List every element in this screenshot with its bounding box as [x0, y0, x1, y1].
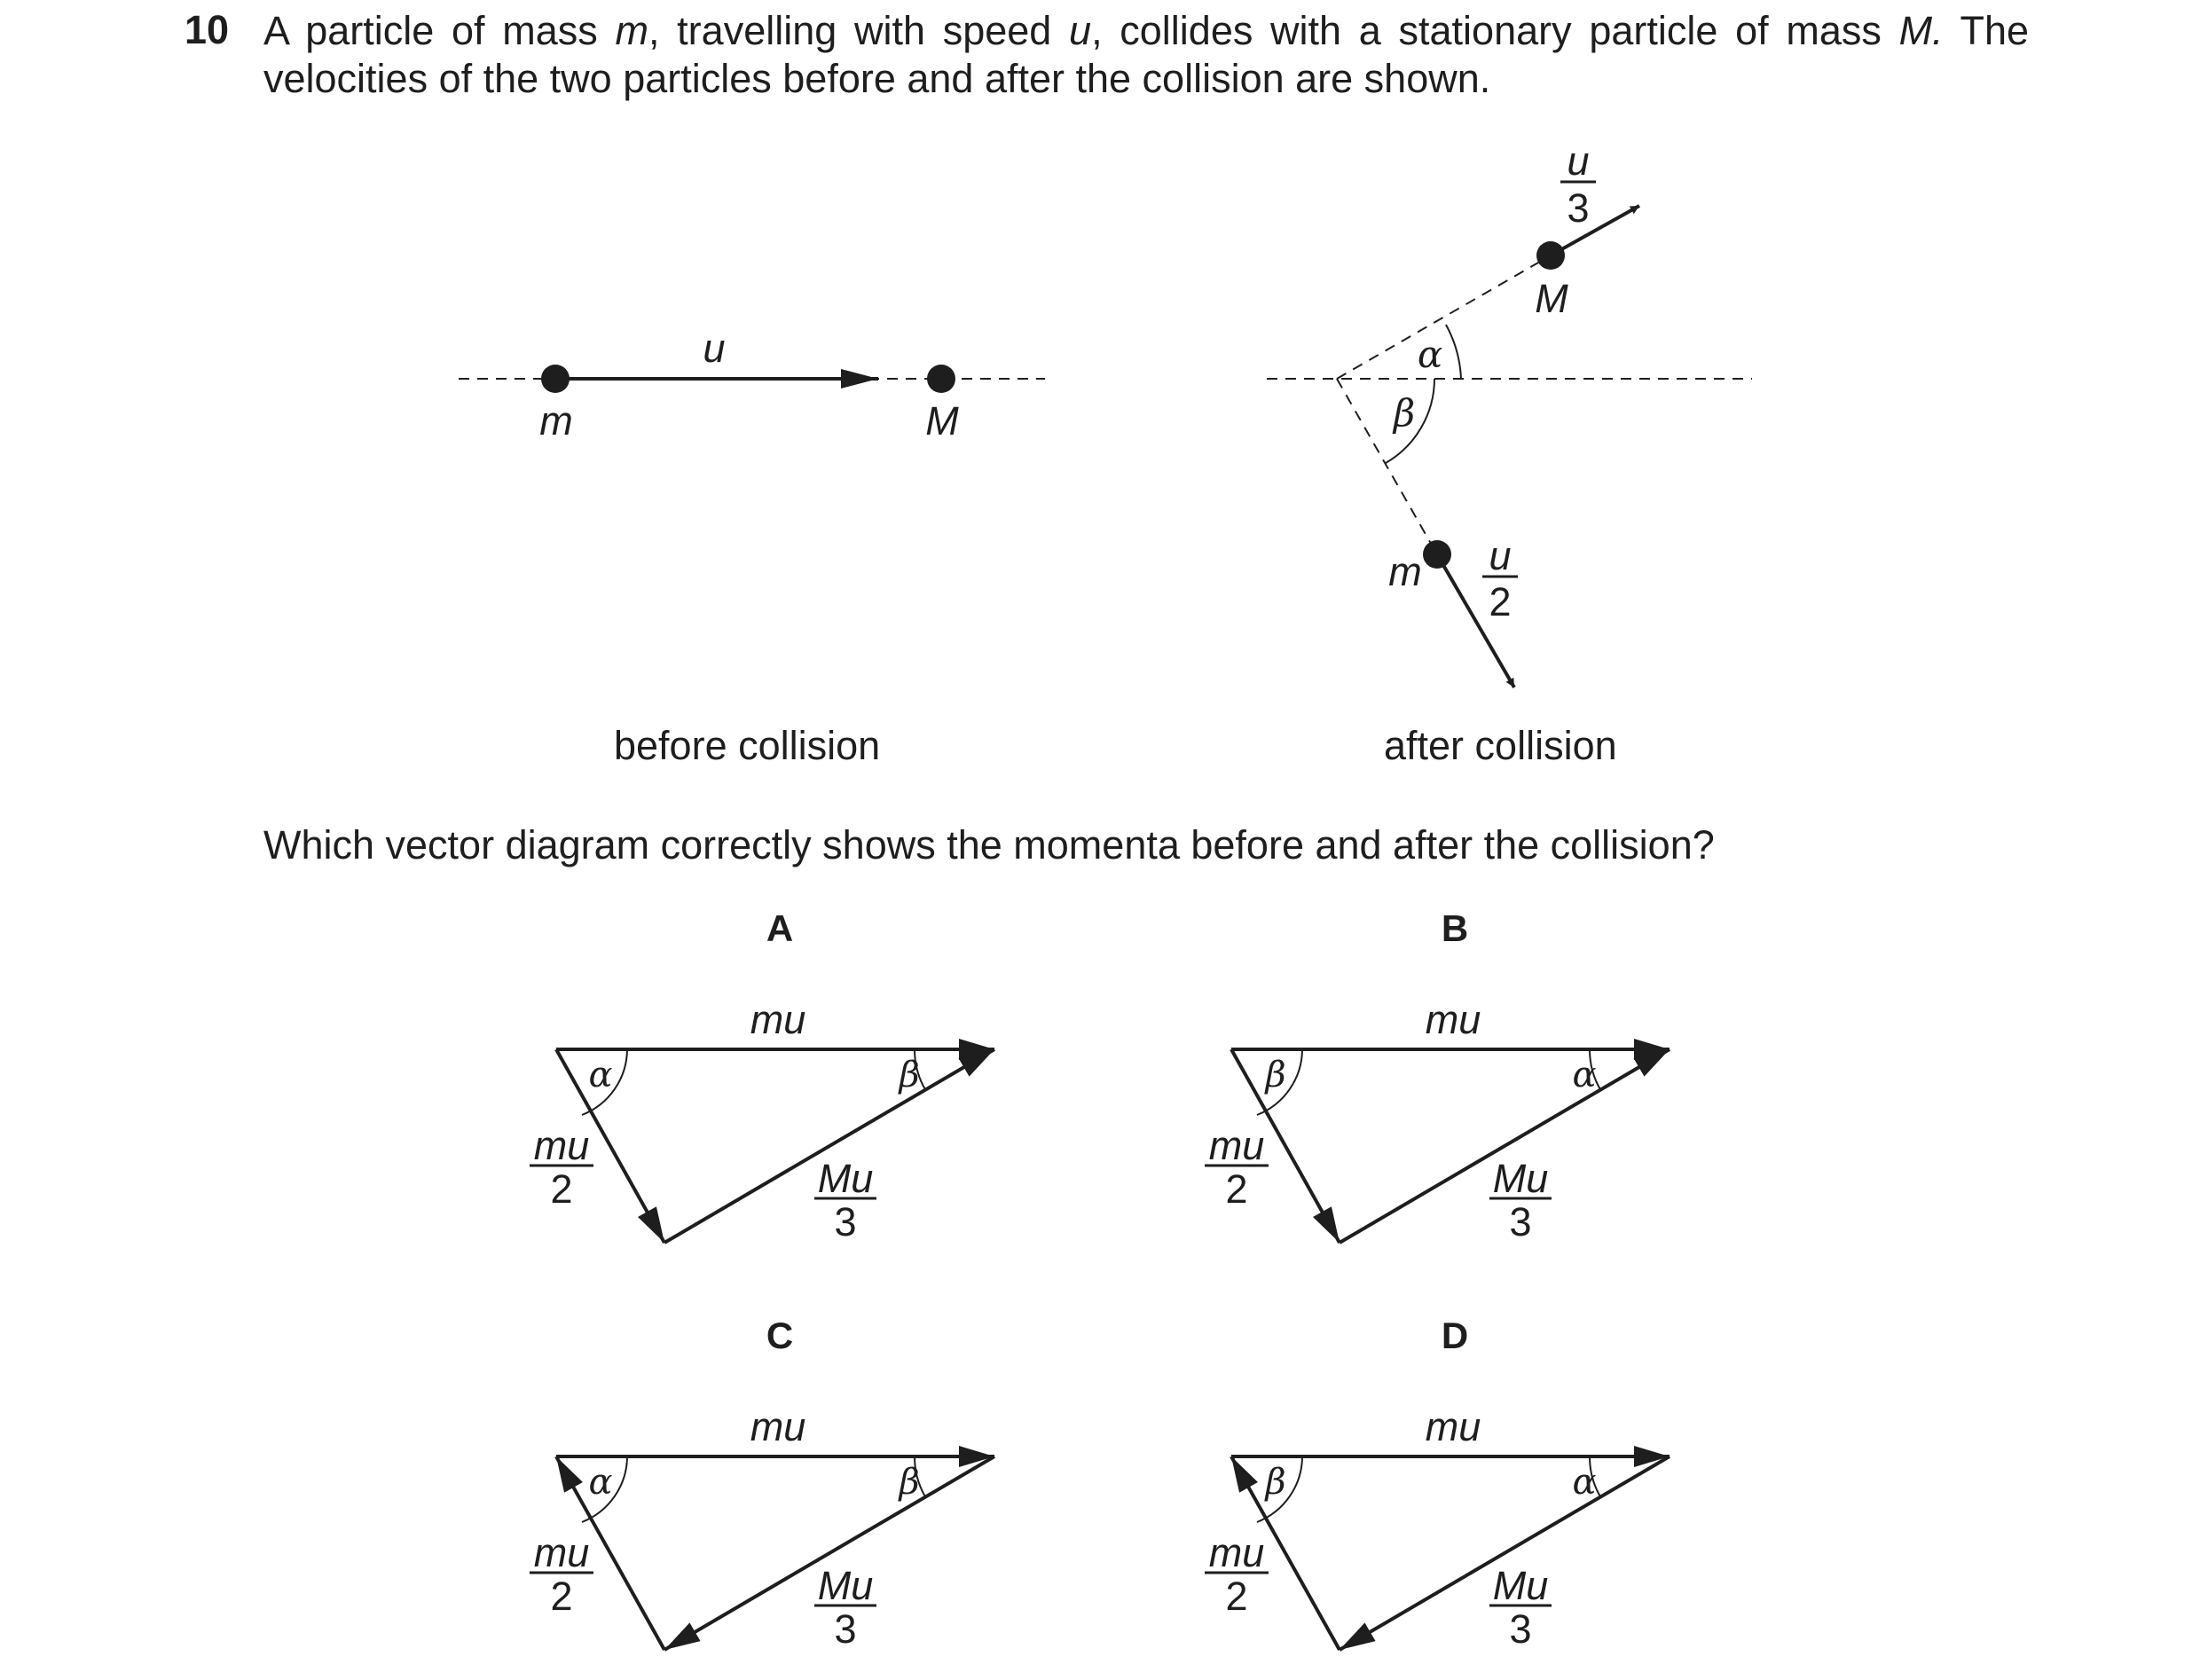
right-angle-label: α [1572, 1462, 1597, 1503]
after-caption: after collision [1384, 723, 1617, 768]
vector-mu-half-arrowhead [1231, 1456, 1258, 1493]
after-m-speed-num: u [1489, 533, 1512, 578]
left-fraction-num: mu [1208, 1530, 1265, 1575]
vector-Mu-third [1340, 1456, 1670, 1650]
left-angle-label: β [1265, 1055, 1286, 1095]
vector-Mu-third [664, 1456, 994, 1650]
left-fraction-num: mu [533, 1123, 590, 1168]
right-fraction-num: Mu [817, 1563, 874, 1608]
particle-m-before [541, 365, 570, 393]
vector-mu-half-arrowhead [1313, 1206, 1340, 1243]
vector-Mu-third [1340, 1049, 1670, 1243]
right-fraction-den: 3 [1509, 1199, 1532, 1244]
velocity-u-arrowhead [841, 369, 878, 389]
option-d [1205, 1315, 1670, 1652]
question-number: 10 [185, 7, 230, 52]
vector-mu-arrowhead [1634, 1446, 1670, 1467]
velocity-M-arrow [1551, 206, 1639, 255]
vector-mu-arrowhead [959, 1446, 994, 1467]
option-top-label: mu [750, 997, 806, 1042]
right-angle-label: α [1572, 1055, 1597, 1095]
left-angle-label: α [588, 1462, 613, 1503]
path-m-dashed [1337, 379, 1437, 554]
left-fraction-num: mu [1208, 1123, 1265, 1168]
vector-mu-half-arrowhead [556, 1456, 583, 1493]
right-angle-label: β [899, 1462, 920, 1503]
before-caption: before collision [614, 723, 881, 768]
answer-options [530, 907, 1670, 1652]
before-collision-diagram [459, 365, 1045, 393]
particle-M-after [1536, 241, 1565, 270]
before-mass-M-label: M [925, 398, 959, 444]
after-m-speed-den: 2 [1489, 579, 1512, 624]
vector-mu-half-arrowhead [638, 1206, 664, 1243]
right-fraction-den: 3 [834, 1606, 857, 1652]
option-top-label: mu [750, 1404, 806, 1449]
vector-Mu-third-arrowhead [664, 1622, 701, 1650]
before-mass-m-label: m [539, 398, 573, 444]
right-angle-label: β [899, 1055, 920, 1095]
option-letter: C [766, 1315, 794, 1356]
right-fraction-den: 3 [834, 1199, 857, 1244]
left-fraction-den: 2 [1225, 1574, 1248, 1619]
stem-part: M. [1898, 8, 1944, 53]
after-M-speed-den: 3 [1567, 185, 1590, 231]
option-b [1205, 907, 1670, 1244]
stem-part: , travelling with speed [648, 8, 1070, 53]
right-fraction-den: 3 [1509, 1606, 1532, 1652]
option-top-label: mu [1425, 997, 1481, 1042]
option-c [530, 1315, 994, 1652]
stem-part: , collides with a stationary particle of mass [1091, 8, 1899, 53]
after-beta-label: β [1393, 391, 1416, 435]
stem-part: m [615, 8, 648, 53]
option-letter: B [1441, 907, 1469, 949]
left-angle-label: α [588, 1055, 613, 1095]
angle-alpha-arc [1446, 325, 1461, 379]
stem-part: u [1069, 8, 1092, 53]
stem-part: The velocities of the two particles before and after the collision are shown. [263, 8, 2029, 101]
vector-Mu-third-arrowhead [1340, 1622, 1376, 1650]
option-a [530, 907, 994, 1244]
after-M-label: M [1535, 276, 1568, 321]
before-speed-label: u [703, 326, 726, 371]
vector-Mu-third [664, 1049, 994, 1243]
stem-part: A particle of mass [263, 8, 616, 53]
left-angle-label: β [1265, 1462, 1286, 1503]
after-M-speed-num: u [1567, 138, 1590, 184]
after-m-label: m [1388, 549, 1422, 594]
left-fraction-den: 2 [1225, 1166, 1248, 1212]
option-letter: D [1441, 1315, 1469, 1356]
right-fraction-num: Mu [1492, 1156, 1549, 1201]
question-prompt: Which vector diagram correctly shows the momenta before and after the collision? [263, 822, 1715, 867]
particle-m-after [1423, 540, 1451, 569]
right-fraction-num: Mu [817, 1156, 874, 1201]
left-fraction-den: 2 [550, 1574, 573, 1619]
option-letter: A [766, 907, 794, 949]
particle-M-before [927, 365, 955, 393]
option-top-label: mu [1425, 1404, 1481, 1449]
right-fraction-num: Mu [1492, 1563, 1549, 1608]
path-M-dashed [1337, 255, 1551, 379]
left-fraction-den: 2 [550, 1166, 573, 1212]
left-fraction-num: mu [533, 1530, 590, 1575]
after-alpha-label: α [1417, 333, 1443, 376]
